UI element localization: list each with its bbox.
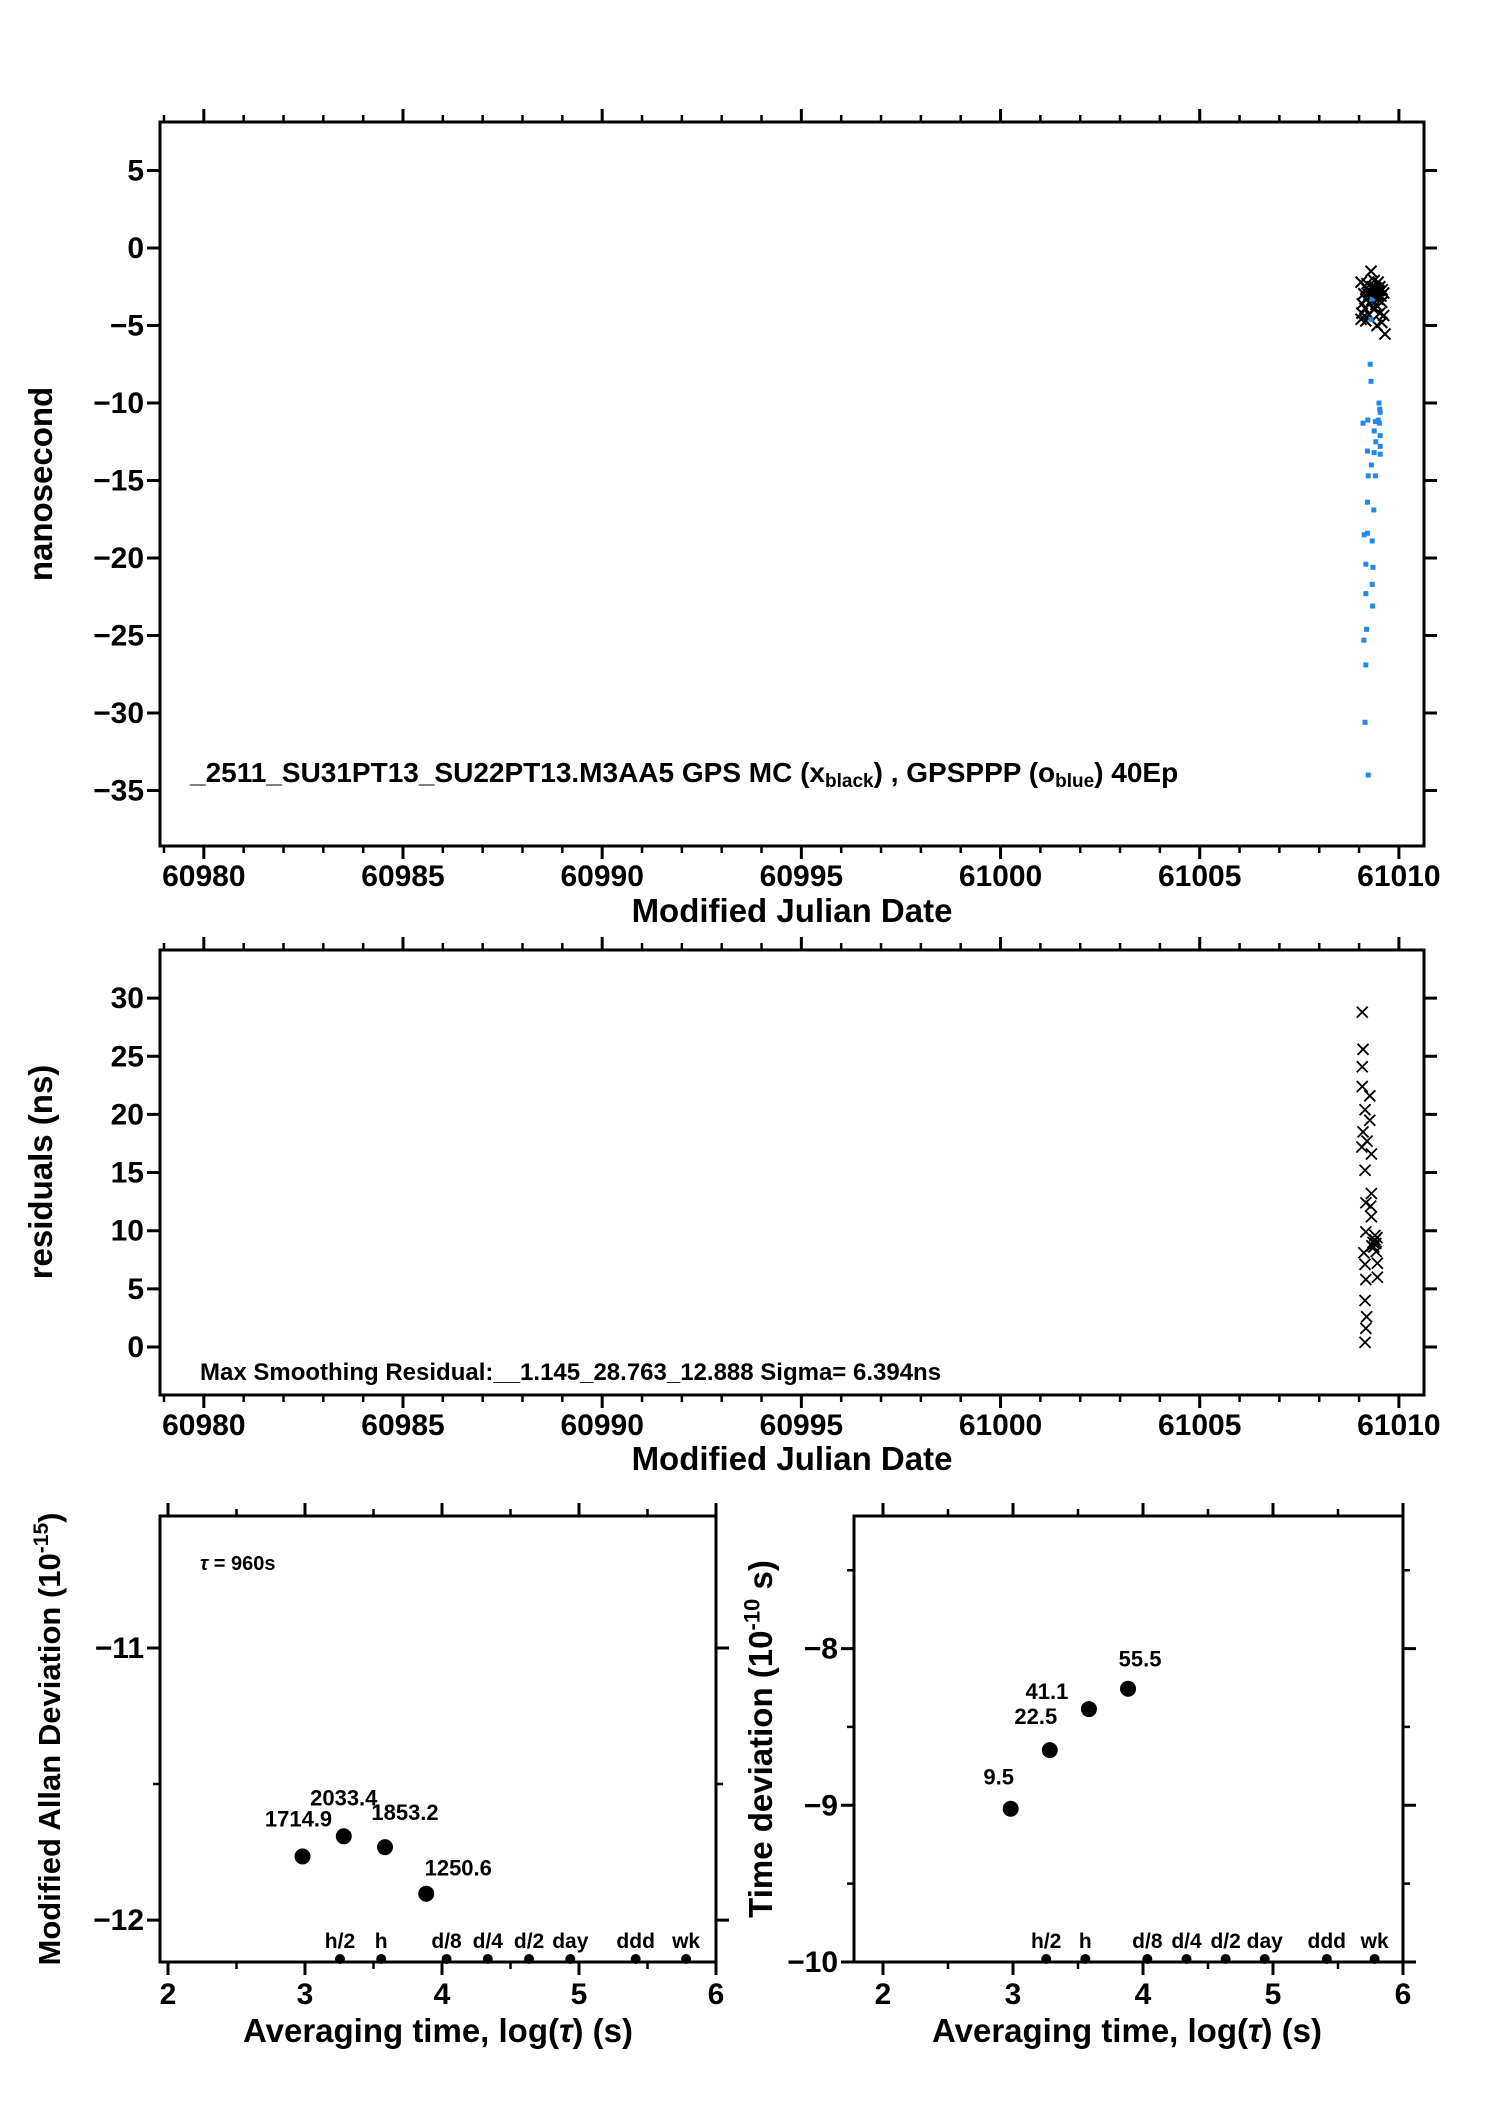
phase-ytick-label: −30 [93,697,144,731]
x-marker [1366,1148,1377,1159]
residuals-xtick-label: 61010 [1357,1409,1441,1442]
square-marker [1363,591,1368,596]
mdev-panel [30,1503,729,2049]
residuals-xtick-label: 61005 [1158,1409,1242,1442]
square-marker [1371,565,1376,570]
residuals-xtick-label: 60990 [560,1409,644,1442]
tdev-xtick-label: 4 [1134,1978,1152,2011]
mdev-xaxis-title: Averaging time, log(τ) (s) [243,2012,633,2049]
phase-annotation-0: _2511_SU31PT13_SU22PT13.M3AA5 GPS MC (xblack) , GPSPPP (oblue) 40Ep [190,757,1179,793]
mdev-tag-label: h [374,1930,388,1953]
residuals-ytick-label: 15 [110,1156,144,1190]
mdev-point-label: 2033.4 [310,1785,378,1811]
square-marker [1370,538,1375,543]
x-marker [1371,1246,1382,1257]
tdev-series-tdev [983,1647,1161,1817]
x-marker [1360,1323,1371,1334]
mdev-tag-label: wk [672,1930,701,1953]
dot-marker [1003,1801,1019,1817]
mdev-ytick-label: −11 [94,1631,144,1665]
mdev-tag-label: ddd [616,1930,655,1953]
dot-marker [1081,1701,1097,1717]
square-marker [1378,444,1383,449]
x-marker [1364,1115,1375,1126]
mdev-yaxis-title: Modified Allan Deviation $(10^{-15})$ [30,1512,67,1966]
phase-ytick-label: 5 [127,154,144,188]
phase-ytick-label: −10 [93,387,144,421]
square-marker [1369,317,1374,322]
square-marker [1365,449,1370,454]
square-marker [1369,379,1374,384]
x-marker [1365,1201,1376,1212]
tdev-xtick-label: 6 [1394,1978,1412,2011]
square-marker [1363,662,1368,667]
residuals-xaxis-title: Modified Julian Date [631,1440,953,1477]
x-marker [1366,1211,1377,1222]
mdev-xtick-label: 5 [570,1978,588,2011]
square-marker [1365,500,1370,505]
mdev-point-label: 1853.2 [371,1800,439,1826]
residuals-xtick-label: 61000 [958,1409,1043,1442]
dot-marker [418,1886,434,1902]
x-marker [1360,1104,1371,1115]
tdev-frame [854,1516,1403,1962]
phase-frame [160,122,1424,846]
phase-series-gps-mc [1356,266,1391,340]
phase-ytick-label: −25 [93,619,144,653]
tdev-tag-label: h [1078,1930,1092,1953]
phase-ytick-label: −20 [93,542,144,576]
phase-yaxis-title: nanosecond [22,386,59,582]
x-marker [1360,1295,1371,1306]
square-marker [1365,531,1370,536]
tdev-xtick-label: 5 [1264,1978,1282,2011]
phase-xtick-label: 60995 [759,860,844,893]
x-marker [1372,1258,1383,1269]
phase-series-gpsppp [1361,297,1383,778]
dot-marker [1120,1681,1136,1697]
square-marker [1378,452,1383,457]
residuals-annotation-0: Max Smoothing Residual:__1.145_28.763_12.888 Sigma= 6.394ns [200,1359,942,1386]
square-marker [1369,463,1374,468]
x-marker [1360,1259,1371,1270]
tdev-point-label: 41.1 [1025,1679,1069,1705]
x-marker [1357,1061,1368,1072]
mdev-tag-label: h/2 [324,1930,356,1953]
square-marker [1365,418,1370,423]
phase-xtick-label: 60985 [361,860,445,893]
x-marker [1379,329,1390,340]
square-marker [1364,627,1369,632]
tdev-xtick-label: 3 [1004,1978,1022,2011]
square-marker [1378,410,1383,415]
tdev-ytick-label: −8 [803,1632,838,1666]
mdev-point-label: 1714.9 [264,1806,333,1832]
mdev-xtick-label: 6 [707,1978,725,2011]
phase-xtick-label: 61005 [1158,860,1242,893]
square-marker [1378,433,1383,438]
square-marker [1373,473,1378,478]
tdev-tag-label: wk [1360,1930,1389,1953]
tdev-tag-label: d/8 [1132,1930,1163,1953]
tdev-ytick-label: −9 [803,1789,838,1823]
square-marker [1371,507,1376,512]
square-marker [1370,582,1375,587]
mdev-tag-label: d/2 [513,1930,545,1953]
tdev-xtick-label: 2 [874,1978,892,2011]
square-marker [1363,562,1368,567]
mdev-xtick-label: 2 [159,1978,177,2011]
mdev-ytick-label: −12 [93,1904,144,1938]
residuals-frame [160,950,1424,1395]
square-marker [1366,473,1371,478]
residuals-ytick-label: 5 [127,1272,144,1306]
square-marker [1373,439,1378,444]
square-marker [1368,362,1373,367]
square-marker [1372,428,1377,433]
square-marker [1361,638,1366,643]
tdev-tag-label: d/4 [1171,1930,1202,1953]
dot-marker [377,1839,393,1855]
square-marker [1361,421,1366,426]
mdev-tag-label: day [552,1930,589,1953]
phase-panel [22,109,1441,929]
residuals-xtick-label: 60980 [162,1409,246,1442]
tdev-panel [739,1503,1416,2049]
residuals-xtick-label: 60995 [759,1409,844,1442]
x-marker [1358,1044,1369,1055]
mdev-tag-label: d/4 [472,1930,503,1953]
tdev-point-label: 22.5 [1014,1704,1058,1730]
tdev-yaxis-title: Time deviation ($10^{-10}$ s) [739,1560,779,1918]
dot-marker [336,1828,352,1844]
tdev-point-label: 9.5 [983,1764,1014,1790]
mdev-xtick-label: 3 [296,1978,314,2011]
dot-marker [295,1848,311,1864]
mdev-annotation-0: τ = 960s [200,1553,276,1575]
residuals-panel [22,937,1441,1477]
residuals-series-residual [1356,1007,1383,1348]
tdev-tag-label: d/2 [1210,1930,1241,1953]
dot-marker [1042,1742,1058,1758]
tdev-xaxis-title: Averaging time, log(τ) (s) [932,2012,1322,2049]
x-marker [1366,266,1377,277]
phase-ytick-label: 0 [127,232,144,266]
square-marker [1377,421,1382,426]
phase-xaxis-title: Modified Julian Date [631,892,953,929]
x-marker [1364,1090,1375,1101]
square-marker [1370,604,1375,609]
phase-xtick-label: 60990 [560,860,644,893]
residuals-ytick-label: 10 [110,1214,144,1248]
mdev-xtick-label: 4 [433,1978,451,2011]
residuals-ytick-label: 30 [110,982,144,1016]
x-marker [1358,1247,1369,1258]
tdev-ytick-label: −10 [787,1946,838,1979]
square-marker [1363,720,1368,725]
x-marker [1358,1126,1369,1137]
x-marker [1357,1007,1368,1018]
tdev-tag-label: ddd [1307,1930,1347,1953]
tdev-tag-label: h/2 [1031,1930,1062,1953]
x-marker [1360,1274,1371,1285]
mdev-series-mdev [265,1785,492,1901]
square-marker [1366,773,1371,778]
x-marker [1357,1081,1368,1092]
x-marker [1360,1165,1371,1176]
residuals-ytick-label: 20 [110,1098,144,1132]
mdev-tag-label: d/8 [431,1930,462,1953]
phase-xtick-label: 61000 [958,860,1043,893]
residuals-ytick-label: 25 [110,1040,144,1074]
mdev-frame [160,1516,716,1962]
phase-xtick-label: 61010 [1357,860,1441,893]
residuals-xtick-label: 60985 [361,1409,445,1442]
x-marker [1356,1141,1367,1152]
phase-dense-cluster [1369,284,1383,298]
phase-ytick-label: −5 [109,309,144,343]
tdev-tag-label: day [1246,1930,1283,1953]
x-marker [1360,1337,1371,1348]
phase-xtick-label: 60980 [162,860,246,893]
mdev-point-label: 1250.6 [424,1855,492,1881]
phase-ytick-label: −35 [93,774,144,808]
tdev-point-label: 55.5 [1118,1646,1162,1672]
residuals-yaxis-title: residuals (ns) [22,1064,59,1280]
phase-ytick-label: −15 [93,464,144,498]
square-marker [1372,450,1377,455]
residuals-ytick-label: 0 [127,1330,144,1364]
x-marker [1366,1188,1377,1199]
square-marker [1376,401,1381,406]
x-marker [1361,1311,1372,1322]
x-marker [1372,1272,1383,1283]
